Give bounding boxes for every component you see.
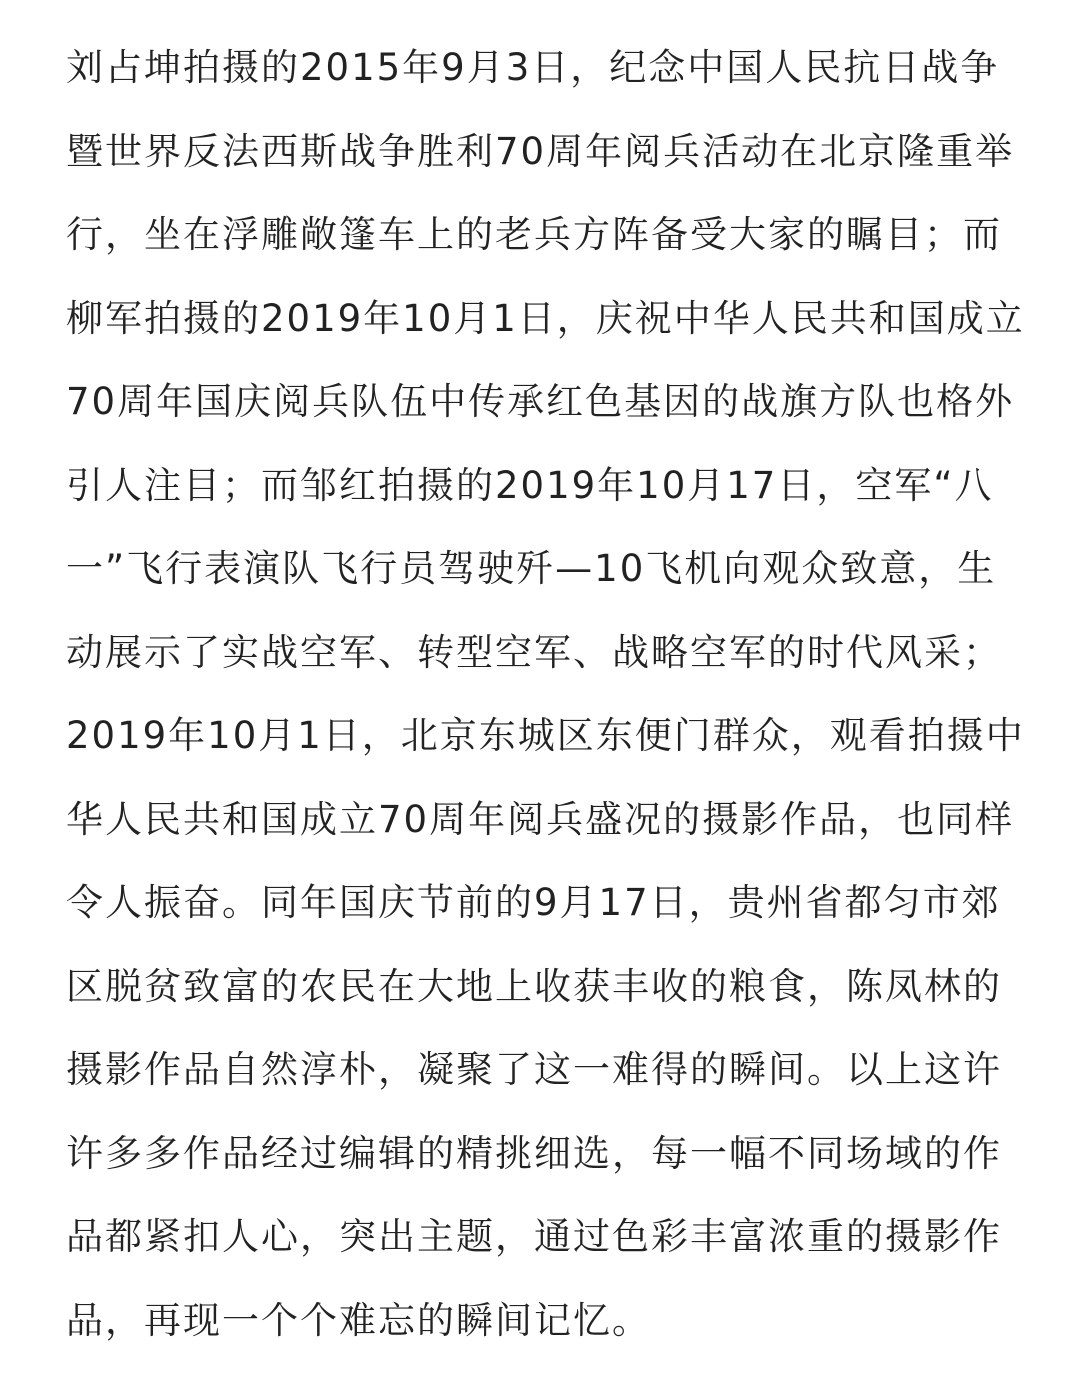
text-line-6: 引人注目；而邹红拍摄的2019年10月17日，空军“八	[66, 463, 994, 507]
text-line-11: 令人振奋。同年国庆节前的9月17日，贵州省都匀市郊	[66, 881, 1001, 924]
text-line-1: 刘占坤拍摄的2015年9月3日，纪念中国人民抗日战争	[66, 46, 1000, 89]
text-line-14: 许多多作品经过编辑的精挑细选，每一幅不同场域的作	[66, 1131, 1002, 1175]
text-line-5: 70周年国庆阅兵队伍中传承红色基因的战旗方队也格外	[66, 380, 1015, 423]
text-line-9: 2019年10月1日，北京东城区东便门群众，观看拍摄中	[66, 714, 1025, 757]
text-line-2: 暨世界反法西斯战争胜利70周年阅兵活动在北京隆重举	[66, 129, 1015, 173]
text-line-10: 华人民共和国成立70周年阅兵盛况的摄影作品，也同样	[66, 797, 1015, 841]
text-line-13: 摄影作品自然淳朴，凝聚了这一难得的瞬间。以上这许	[66, 1048, 1002, 1091]
text-line-7: 一”飞行表演队飞行员驾驶歼—10飞机向观众致意，生	[66, 547, 997, 590]
text-line-8: 动展示了实战空军、转型空军、战略空军的时代风采；	[66, 630, 1002, 674]
text-line-16: 品，再现一个个难忘的瞬间记忆。	[66, 1298, 651, 1342]
text-line-4: 柳军拍摄的2019年10月1日，庆祝中华人民共和国成立	[66, 296, 1025, 340]
text-line-15: 品都紧扣人心，突出主题，通过色彩丰富浓重的摄影作	[66, 1215, 1002, 1258]
text-line-12: 区脱贫致富的农民在大地上收获丰收的粮食，陈凤林的	[66, 964, 1002, 1008]
article-body	[66, 30, 1025, 1366]
text-line-3: 行，坐在浮雕敞篷车上的老兵方阵备受大家的瞩目；而	[66, 213, 1002, 256]
